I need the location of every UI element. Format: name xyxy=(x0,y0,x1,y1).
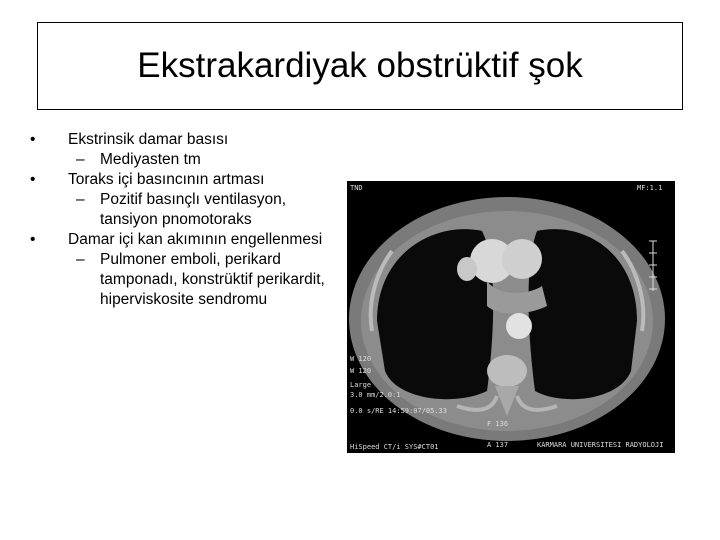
bullet-item xyxy=(30,130,340,150)
pulmonary-artery xyxy=(502,239,542,279)
bullet-text: Ekstrinsik damar basısı xyxy=(68,131,229,148)
ct-label-5: 0.0 s/RE 14:59:07/05.33 xyxy=(350,407,447,415)
bullet-dot-icon: • xyxy=(30,231,36,248)
sub-bullet-item xyxy=(30,150,340,170)
ct-label-2: W 120 xyxy=(350,367,372,375)
ct-scan-image xyxy=(347,181,675,453)
dash-icon: – xyxy=(76,251,85,268)
bullet-item xyxy=(30,230,340,250)
ct-top-left: TND xyxy=(350,184,363,192)
slide-title: Ekstrakardiyak obstrüktif şok xyxy=(137,46,583,85)
bullet-text: Toraks içi basıncının artması xyxy=(68,171,265,188)
sub-bullet-text: Pozitif basınçlı ventilasyon, tansiyon pnomotoraks xyxy=(100,191,287,228)
bullet-item xyxy=(30,170,340,190)
ct-bottom-right: KARMARA UNIVERSITESI RADYOLOJI xyxy=(537,441,664,449)
ct-label-1: W 120 xyxy=(350,355,372,363)
descending-aorta xyxy=(506,313,532,339)
dash-icon: – xyxy=(76,191,85,208)
bullet-dot-icon: • xyxy=(30,171,36,188)
ct-label-3: Large xyxy=(350,381,372,389)
sub-bullet-text: Pulmoner emboli, perikard tamponadı, konstrüktif perikardit, hiperviskosite sendromu xyxy=(100,251,325,308)
bullet-dot-icon: • xyxy=(30,131,36,148)
ct-top-right: MF:1.1 xyxy=(637,184,663,192)
sub-bullet-item xyxy=(30,250,340,310)
ct-label-4: 3.0 mm/2.0:1 xyxy=(350,391,401,399)
bullet-list xyxy=(30,130,340,310)
sub-bullet-item xyxy=(30,190,340,230)
vena-cava xyxy=(457,257,477,281)
ct-bottom-mid: A 137 xyxy=(487,441,509,449)
slide-title-box xyxy=(37,22,683,110)
sub-bullet-text: Mediyasten tm xyxy=(100,151,201,168)
bullet-text: Damar içi kan akımının engellenmesi xyxy=(68,231,323,248)
ct-side-tick: F 136 xyxy=(487,420,509,428)
dash-icon: – xyxy=(76,151,85,168)
ct-bottom-left: HiSpeed CT/i SYS#CT01 xyxy=(350,443,439,451)
vertebra xyxy=(487,355,527,387)
ct-scan-drawing xyxy=(347,181,675,453)
